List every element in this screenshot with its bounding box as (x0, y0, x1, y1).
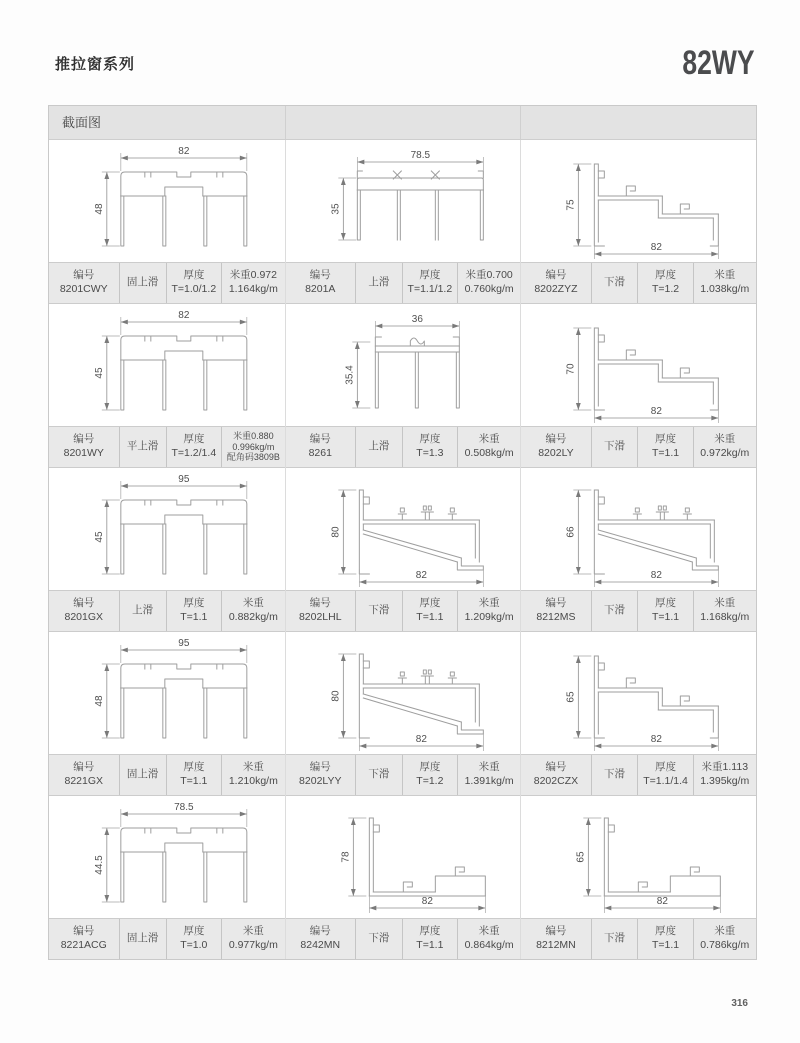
spec-type-cell (591, 755, 638, 795)
svg-text:82: 82 (651, 242, 663, 253)
weight-line: 0.972kg/m (700, 447, 750, 459)
svg-text:35.4: 35.4 (343, 365, 355, 385)
profile-cell (520, 632, 756, 796)
spec-thickness-cell (166, 591, 221, 631)
spec-code-cell (286, 263, 355, 303)
svg-text:45: 45 (93, 531, 105, 543)
profile-drawing (286, 140, 521, 262)
svg-text:95: 95 (178, 474, 190, 485)
thickness-value: T=1.1 (180, 775, 208, 787)
code-label: 编号 (73, 269, 95, 282)
spec-type-cell (355, 427, 402, 467)
spec-type-cell (591, 263, 638, 303)
type-value: 下滑 (604, 440, 625, 453)
weight-line: 1.391kg/m (464, 775, 514, 787)
spec-type-cell (591, 919, 638, 959)
spec-weight-cell (221, 919, 285, 959)
code-value: 8201GX (64, 611, 104, 623)
svg-text:65: 65 (575, 851, 587, 863)
code-value: 8201A (305, 283, 336, 295)
code-label: 编号 (73, 925, 95, 938)
svg-text:82: 82 (651, 406, 663, 417)
profile-cell (285, 304, 521, 468)
thickness-label: 厚度 (183, 433, 205, 446)
svg-text:36: 36 (411, 314, 423, 325)
code-value: 8212MN (536, 939, 576, 951)
profile-cell (520, 796, 756, 959)
thickness-label: 厚度 (655, 597, 677, 610)
spec-type-cell (355, 263, 402, 303)
spec-code-cell (286, 427, 355, 467)
svg-text:80: 80 (329, 690, 341, 702)
code-label: 编号 (309, 433, 331, 446)
spec-thickness-cell (166, 755, 221, 795)
spec-row (49, 426, 285, 468)
profile-cross-section-svg (521, 140, 756, 262)
spec-code-cell (521, 263, 590, 303)
spec-code-cell (49, 427, 119, 467)
thickness-value: T=1.1 (651, 939, 680, 951)
spec-type-cell (355, 919, 402, 959)
spec-code-cell (286, 755, 355, 795)
code-label: 编号 (545, 433, 567, 446)
profile-drawing (521, 140, 756, 262)
section-table (48, 105, 757, 960)
spec-thickness-cell (402, 263, 457, 303)
code-value: 8201CWY (59, 283, 108, 295)
type-value: 固上滑 (126, 768, 159, 781)
spec-weight-cell (693, 919, 756, 959)
thickness-value: T=1.2 (416, 775, 444, 787)
thickness-value: T=1.1 (180, 611, 208, 623)
type-value: 下滑 (368, 932, 390, 945)
profile-cell (49, 796, 285, 959)
code-label: 编号 (545, 761, 567, 774)
weight-line: 米重 (714, 925, 736, 938)
weight-line: 米重 (478, 433, 500, 446)
code-label: 编号 (309, 269, 331, 282)
type-value: 上滑 (132, 604, 154, 617)
thickness-value: T=1.3 (416, 447, 444, 459)
profile-cross-section-svg (49, 632, 285, 754)
weight-line: 1.210kg/m (228, 775, 278, 787)
spec-thickness-cell (637, 919, 692, 959)
profile-cross-section-svg (521, 304, 756, 426)
profile-drawing (286, 796, 521, 918)
svg-text:48: 48 (93, 203, 105, 215)
profile-drawing (49, 796, 285, 918)
weight-line: 0.996kg/m (232, 441, 275, 452)
svg-text:82: 82 (657, 896, 669, 907)
spec-thickness-cell (402, 919, 457, 959)
type-value: 平上滑 (126, 440, 159, 453)
spec-weight-cell (457, 919, 520, 959)
spec-weight-cell (457, 755, 520, 795)
spec-type-cell (119, 427, 166, 467)
type-value: 下滑 (368, 604, 390, 617)
table-header-cell: 截面图 (62, 115, 102, 130)
spec-weight-cell (221, 427, 285, 467)
profile-cell (49, 468, 285, 632)
weight-line: 米重0.880 (233, 430, 274, 441)
svg-text:78: 78 (339, 851, 351, 863)
code-label: 编号 (309, 597, 331, 610)
model-code: 82WY (682, 43, 755, 82)
spec-code-cell (49, 919, 119, 959)
spec-weight-cell (457, 427, 520, 467)
spec-code-cell (521, 427, 590, 467)
code-label: 编号 (309, 761, 331, 774)
profile-drawing (521, 304, 756, 426)
svg-text:78.5: 78.5 (174, 802, 194, 813)
profile-cell (285, 632, 521, 796)
spec-row (49, 754, 285, 796)
thickness-value: T=1.0 (180, 939, 208, 951)
spec-code-cell (49, 591, 119, 631)
weight-line: 米重 (478, 761, 500, 774)
profile-drawing (286, 632, 521, 754)
spec-row (286, 918, 521, 959)
profile-cross-section-svg (286, 468, 521, 590)
spec-thickness-cell (402, 591, 457, 631)
spec-weight-cell (693, 263, 756, 303)
spec-thickness-cell (402, 427, 457, 467)
profile-cell (285, 796, 521, 959)
spec-type-cell (119, 919, 166, 959)
code-label: 编号 (545, 597, 567, 610)
code-value: 8202ZYZ (534, 283, 578, 295)
spec-thickness-cell (637, 427, 692, 467)
thickness-label: 厚度 (655, 433, 677, 446)
weight-line: 米重 (242, 925, 264, 938)
weight-line: 米重0.700 (465, 269, 513, 282)
code-value: 8202LHL (298, 611, 342, 623)
spec-row (286, 754, 521, 796)
type-value: 下滑 (604, 604, 625, 617)
weight-line: 1.395kg/m (700, 775, 750, 787)
profile-cell (285, 140, 521, 304)
weight-line: 0.882kg/m (228, 611, 278, 623)
svg-text:45: 45 (93, 367, 105, 379)
page-number: 316 (731, 998, 748, 1009)
code-value: 8202LYY (299, 775, 342, 787)
thickness-label: 厚度 (419, 925, 441, 938)
code-label: 编号 (73, 597, 95, 610)
thickness-label: 厚度 (655, 269, 677, 282)
code-value: 8221ACG (60, 939, 107, 951)
spec-thickness-cell (637, 591, 692, 631)
spec-code-cell (286, 919, 355, 959)
spec-row (521, 918, 756, 959)
profile-cross-section-svg (521, 796, 756, 918)
spec-thickness-cell (637, 263, 692, 303)
profile-cross-section-svg (49, 140, 285, 262)
code-value: 8242MN (300, 939, 341, 951)
profile-cell (49, 140, 285, 304)
profile-drawing (49, 140, 285, 262)
thickness-value: T=1.1 (416, 939, 444, 951)
thickness-value: T=1.2 (651, 283, 680, 295)
spec-thickness-cell (402, 755, 457, 795)
profile-drawing (49, 304, 285, 426)
profile-drawing (521, 796, 756, 918)
profile-drawing (49, 632, 285, 754)
profile-cross-section-svg (286, 304, 521, 426)
profile-cross-section-svg (49, 304, 285, 426)
weight-line: 米重0.972 (229, 269, 277, 282)
profile-cross-section-svg (286, 796, 521, 918)
code-label: 编号 (545, 269, 567, 282)
spec-weight-cell (457, 591, 520, 631)
thickness-label: 厚度 (655, 925, 677, 938)
code-label: 编号 (73, 761, 95, 774)
spec-thickness-cell (637, 755, 692, 795)
code-label: 编号 (545, 925, 567, 938)
profile-cross-section-svg (521, 632, 756, 754)
type-value: 下滑 (604, 932, 625, 945)
spec-code-cell (521, 755, 590, 795)
weight-line: 1.038kg/m (700, 283, 750, 295)
profile-cell (520, 468, 756, 632)
weight-line: 米重 (478, 597, 500, 610)
svg-text:82: 82 (651, 570, 663, 581)
thickness-value: T=1.2/1.4 (171, 447, 217, 459)
svg-text:82: 82 (651, 734, 663, 745)
profile-cross-section-svg (286, 632, 521, 754)
svg-text:35: 35 (329, 203, 341, 215)
weight-line: 1.168kg/m (700, 611, 750, 623)
page-header (55, 40, 755, 86)
spec-row (521, 590, 756, 632)
spec-row (521, 426, 756, 468)
svg-text:95: 95 (178, 638, 190, 649)
thickness-label: 厚度 (419, 433, 441, 446)
spec-type-cell (355, 755, 402, 795)
spec-type-cell (119, 591, 166, 631)
weight-line: 米重 (714, 597, 736, 610)
spec-row (286, 262, 521, 304)
table-header-cell (520, 106, 756, 139)
weight-line: 米重 (478, 925, 500, 938)
spec-thickness-cell (166, 263, 221, 303)
weight-line: 米重 (242, 597, 264, 610)
thickness-value: T=1.1 (651, 447, 680, 459)
weight-line: 米重 (242, 761, 264, 774)
svg-text:82: 82 (415, 570, 427, 581)
code-value: 8201WY (63, 447, 104, 459)
spec-weight-cell (693, 591, 756, 631)
svg-text:82: 82 (178, 310, 190, 321)
table-header-row (49, 106, 756, 140)
thickness-label: 厚度 (655, 761, 677, 774)
profile-drawing (521, 468, 756, 590)
spec-code-cell (49, 755, 119, 795)
thickness-label: 厚度 (183, 269, 205, 282)
spec-row (286, 426, 521, 468)
spec-type-cell (591, 427, 638, 467)
spec-type-cell (355, 591, 402, 631)
code-value: 8202CZX (533, 775, 579, 787)
spec-thickness-cell (166, 919, 221, 959)
profile-cell (49, 304, 285, 468)
thickness-label: 厚度 (183, 925, 205, 938)
spec-type-cell (119, 755, 166, 795)
svg-text:65: 65 (565, 691, 577, 703)
profile-cell (520, 304, 756, 468)
profile-cross-section-svg (49, 468, 285, 590)
thickness-value: T=1.1/1.2 (407, 283, 453, 295)
table-header-cell (285, 106, 521, 139)
profile-drawing (521, 632, 756, 754)
thickness-value: T=1.1 (416, 611, 444, 623)
spec-row (49, 590, 285, 632)
thickness-label: 厚度 (183, 761, 205, 774)
weight-line: 0.760kg/m (464, 283, 514, 295)
spec-code-cell (521, 591, 590, 631)
weight-line: 米重1.113 (701, 761, 749, 774)
spec-type-cell (591, 591, 638, 631)
weight-line: 米重 (714, 433, 736, 446)
type-value: 固上滑 (126, 932, 159, 945)
svg-text:82: 82 (415, 734, 427, 745)
weight-line: 0.508kg/m (464, 447, 514, 459)
thickness-label: 厚度 (419, 269, 441, 282)
weight-line: 1.209kg/m (464, 611, 514, 623)
weight-line: 配角码3809B (226, 452, 280, 463)
type-value: 固上滑 (126, 276, 159, 289)
code-value: 8261 (308, 447, 332, 459)
series-title: 推拉窗系列 (55, 55, 136, 73)
spec-weight-cell (221, 263, 285, 303)
spec-code-cell (49, 263, 119, 303)
code-value: 8221GX (64, 775, 104, 787)
thickness-label: 厚度 (419, 597, 441, 610)
spec-row (521, 754, 756, 796)
profile-grid (49, 140, 756, 959)
profile-cross-section-svg (521, 468, 756, 590)
svg-text:48: 48 (93, 695, 105, 707)
code-value: 8212MS (536, 611, 576, 623)
code-value: 8202LY (538, 447, 574, 459)
spec-row (49, 918, 285, 959)
thickness-value: T=1.1 (651, 611, 680, 623)
type-value: 下滑 (604, 276, 625, 289)
spec-row (286, 590, 521, 632)
thickness-label: 厚度 (183, 597, 205, 610)
spec-row (521, 262, 756, 304)
profile-cell (285, 468, 521, 632)
type-value: 上滑 (368, 276, 390, 289)
profile-drawing (49, 468, 285, 590)
code-label: 编号 (309, 925, 331, 938)
weight-line: 1.164kg/m (228, 283, 278, 295)
type-value: 下滑 (368, 768, 390, 781)
svg-text:78.5: 78.5 (410, 150, 430, 161)
spec-row (49, 262, 285, 304)
type-value: 上滑 (368, 440, 390, 453)
type-value: 下滑 (604, 768, 625, 781)
profile-cell (520, 140, 756, 304)
spec-weight-cell (693, 755, 756, 795)
code-label: 编号 (73, 433, 95, 446)
spec-code-cell (286, 591, 355, 631)
svg-text:80: 80 (329, 526, 341, 538)
spec-code-cell (521, 919, 590, 959)
weight-line: 0.977kg/m (228, 939, 278, 951)
thickness-value: T=1.1/1.4 (643, 775, 688, 787)
weight-line: 0.786kg/m (700, 939, 750, 951)
profile-drawing (286, 304, 521, 426)
svg-text:44.5: 44.5 (93, 855, 105, 875)
spec-weight-cell (693, 427, 756, 467)
svg-text:70: 70 (565, 363, 577, 375)
thickness-label: 厚度 (419, 761, 441, 774)
svg-text:75: 75 (565, 199, 577, 211)
profile-cross-section-svg (49, 796, 285, 918)
weight-line: 0.864kg/m (464, 939, 514, 951)
svg-text:82: 82 (421, 896, 433, 907)
spec-weight-cell (457, 263, 520, 303)
svg-text:82: 82 (178, 146, 190, 157)
spec-weight-cell (221, 591, 285, 631)
profile-drawing (286, 468, 521, 590)
profile-cross-section-svg (286, 140, 521, 262)
spec-type-cell (119, 263, 166, 303)
spec-weight-cell (221, 755, 285, 795)
svg-text:66: 66 (565, 526, 577, 538)
thickness-value: T=1.0/1.2 (171, 283, 217, 295)
profile-cell (49, 632, 285, 796)
weight-line: 米重 (714, 269, 736, 282)
spec-thickness-cell (166, 427, 221, 467)
